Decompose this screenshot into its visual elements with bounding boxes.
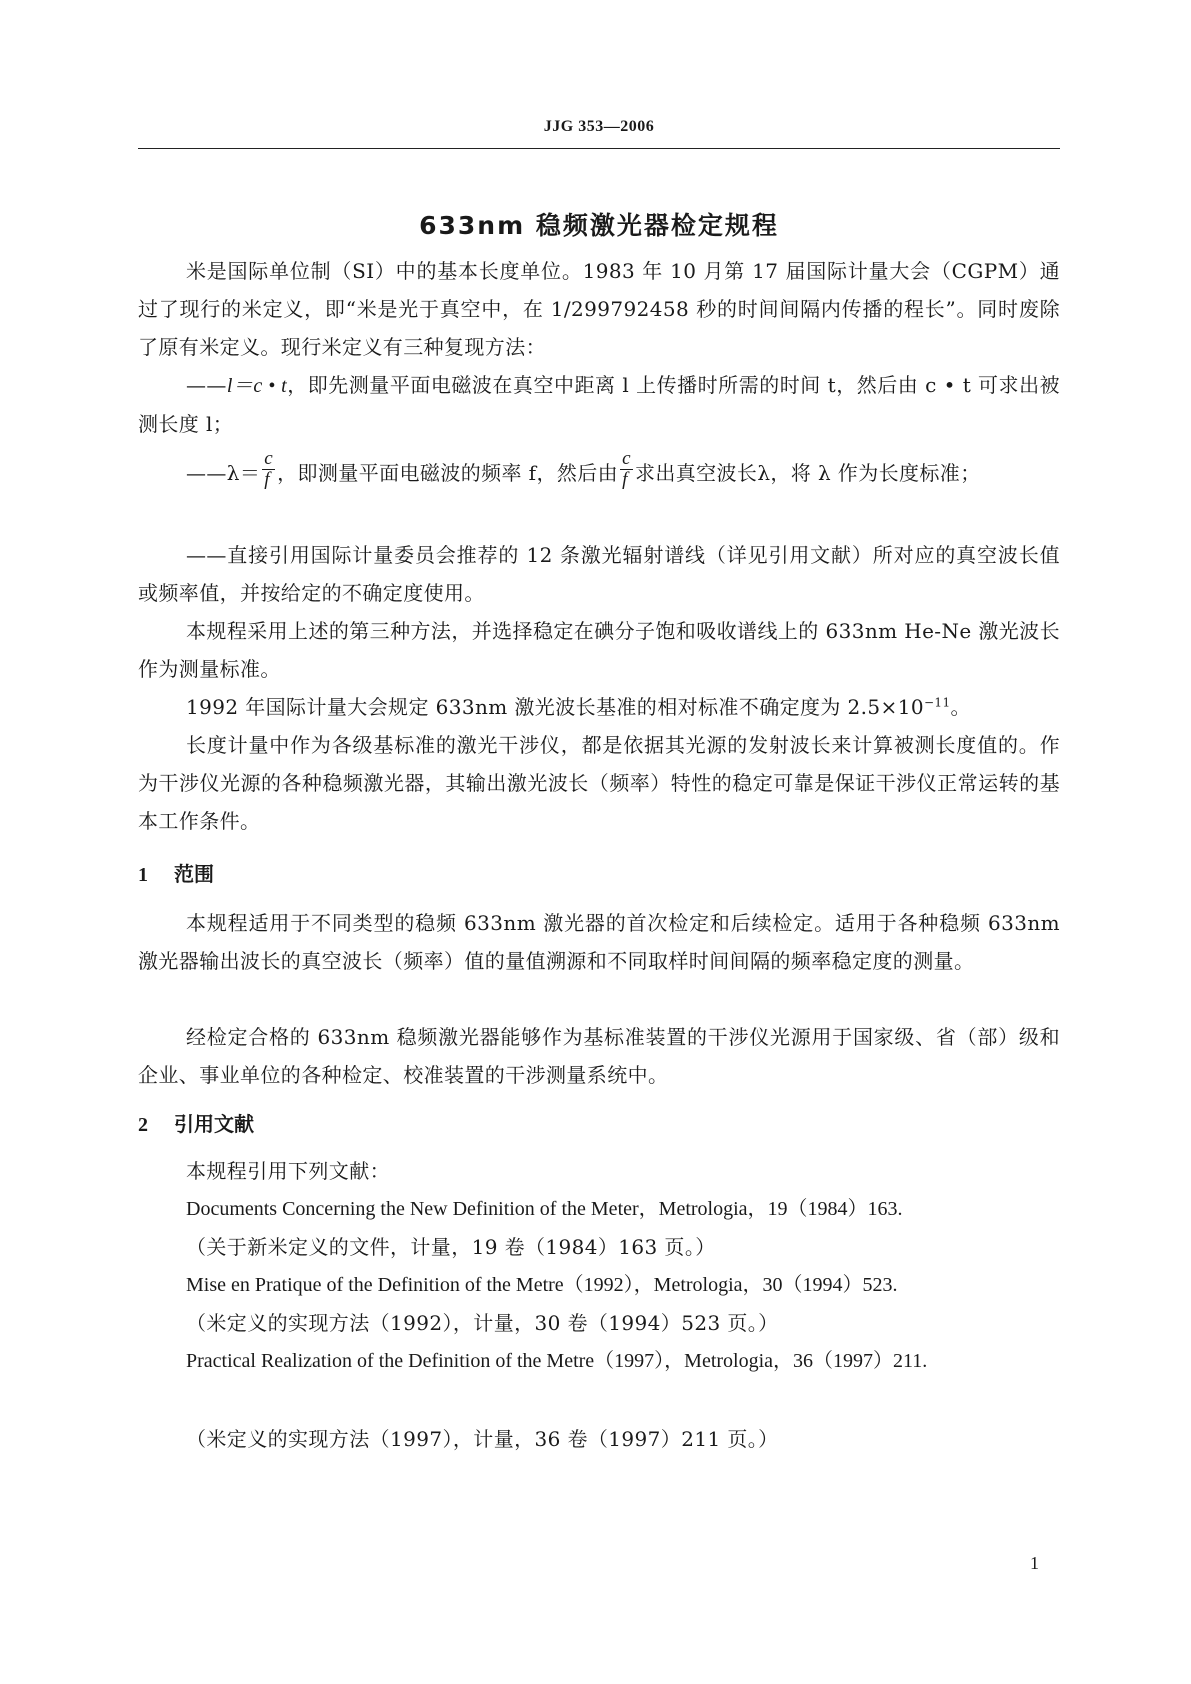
method-2-text-a: ，即测量平面电磁波的频率 f，然后由 [277,461,619,485]
method-3-paragraph: ——直接引用国际计量委员会推荐的 12 条激光辐射谱线（详见引用文献）所对应的真空波长值或频率值，并按给定的不确定度使用。 [138,543,1060,605]
reference-3: Practical Realization of the Definition of the Metre（1997），Metrologia，36（1997）211. [186,1350,928,1372]
intro-paragraph-2: 本规程采用上述的第三种方法，并选择稳定在碘分子饱和吸收谱线上的 633nm He-Ne 激光波长作为测量标准。 [138,619,1060,681]
fraction-denominator: f [264,469,270,490]
reference-3-translation: （米定义的实现方法（1997），计量，36 卷（1997）211 页。） [186,1427,779,1451]
page-title: 633nm 稳频激光器检定规程 [419,211,779,240]
uncertainty-end: 。 [950,695,971,719]
section-1-paragraph-1: 本规程适用于不同类型的稳频 633nm 激光器的首次检定和后续检定。适用于各种稳频 633nm 激光器输出波长的真空波长（频率）值的量值溯源和不同取样时间间隔的频率稳定度的测量。 [138,911,1060,973]
method-1-text: ，即先测量平面电磁波在真空中距离 l 上传播时所需的时间 t，然后由 c • t 可求出被测长度 l； [138,373,1060,436]
reference-2: Mise en Pratique of the Definition of the Metre（1992），Metrologia，30（1994）523. [186,1274,898,1296]
fraction-numerator: c [264,448,274,469]
section-2-heading [138,1108,254,1137]
method-1-formula: l＝c • t [226,375,288,397]
section-1-number: 1 [138,864,148,886]
reference-2-translation: （米定义的实现方法（1992），计量，30 卷（1994）523 页。） [186,1311,779,1335]
section-2-number: 2 [138,1114,148,1136]
fraction-denominator-2: f [622,469,628,490]
fraction-c-over-f [262,449,275,490]
document-code-header: JJG 353—2006 [543,118,655,135]
section-1-heading [138,858,214,887]
uncertainty-text: 1992 年国际计量大会规定 633nm 激光波长基准的相对标准不确定度为 2.5×10 [186,695,924,719]
intro-paragraph-3 [138,688,1060,726]
section-1-title: 范围 [174,862,214,886]
reference-1-translation: （关于新米定义的文件，计量，19 卷（1984）163 页。） [186,1235,716,1259]
intro-paragraph-4: 长度计量中作为各级基标准的激光干涉仪，都是依据其光源的发射波长来计算被测长度值的。作为干涉仪光源的各种稳频激光器，其输出激光波长（频率）特性的稳定可靠是保证干涉仪正常运转的基本工作条件。 [138,733,1060,833]
header-divider [138,148,1060,149]
intro-paragraph-1: 米是国际单位制（SI）中的基本长度单位。1983 年 10 月第 17 届国际计量大会（CGPM）通过了现行的米定义，即“米是光于真空中，在 1/299792458 秒的时间间隔内传播的程长”。同时废除了原有米定义。现行米定义有三种复现方法： [138,259,1060,359]
uncertainty-exponent: −11 [923,695,951,710]
method-2-prefix: ——λ＝ [186,461,261,485]
page-number: 1 [1030,1553,1039,1573]
reference-1: Documents Concerning the New Definition of the Meter，Metrologia，19（1984）163. [186,1198,903,1220]
section-1-paragraph-2: 经检定合格的 633nm 稳频激光器能够作为基标准装置的干涉仪光源用于国家级、省（部）级和企业、事业单位的各种检定、校准装置的干涉测量系统中。 [138,1025,1060,1087]
section-2-intro: 本规程引用下列文献： [186,1159,390,1183]
method-1-dash: —— [186,373,227,397]
method-2-paragraph [138,448,1060,492]
section-2-title: 引用文献 [174,1112,254,1136]
method-1-paragraph [138,366,1060,443]
fraction-numerator-2: c [622,448,631,469]
method-2-text-b: 求出真空波长λ，将 λ 作为长度标准； [634,461,981,485]
fraction-c-over-f-2 [620,449,633,490]
